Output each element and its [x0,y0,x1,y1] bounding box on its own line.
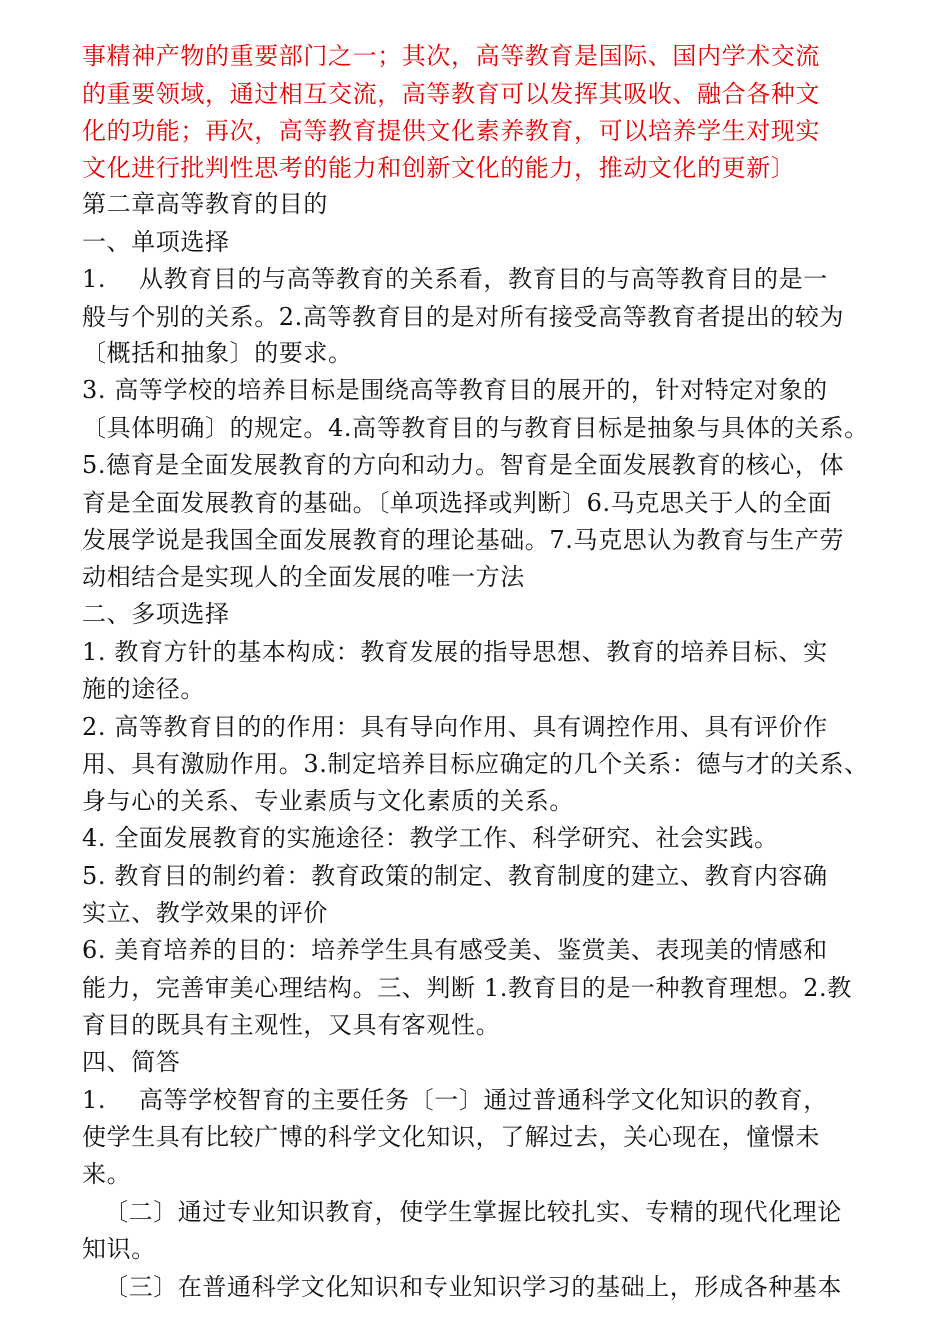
text-line: 化的功能；再次，高等教育提供文化素养教育，可以培养学生对现实 [82,117,820,145]
text-line: 1. 从教育目的与高等教育的关系看，教育目的与高等教育目的是一 [82,265,828,293]
text-line: 般与个别的关系。2.高等教育目的是对所有接受高等教育者提出的较为 [82,303,845,331]
text-line: 动相结合是实现人的全面发展的唯一方法 [82,563,525,591]
text-line: 施的途径。 [82,675,205,703]
text-line: 育目的既具有主观性，又具有客观性。 [82,1011,501,1039]
section-heading: 二、多项选择 [82,600,230,628]
text-line: 文化进行批判性思考的能力和创新文化的能力，推动文化的更新〕 [82,154,796,182]
text-line: 来。 [82,1160,132,1188]
text-line: 用、具有激励作用。3.制定培养目标应确定的几个关系：德与才的关系、 [82,750,869,778]
text-line: 1. 高等学校智育的主要任务〔一〕通过普通科学文化知识的教育， [82,1086,828,1114]
text-line: 事精神产物的重要部门之一；其次，高等教育是国际、国内学术交流 [82,42,820,70]
text-line: 6. 美育培养的目的：培养学生具有感受美、鉴赏美、表现美的情感和 [82,936,828,964]
text-line: 1. 教育方针的基本构成：教育发展的指导思想、教育的培养目标、实 [82,638,828,666]
chapter-heading: 第二章高等教育的目的 [82,190,328,218]
section-heading: 一、单项选择 [82,228,230,256]
text-line: 2. 高等教育目的的作用：具有导向作用、具有调控作用、具有评价作 [82,713,828,741]
text-line: 实立、教学效果的评价 [82,899,328,927]
text-line: 5.德育是全面发展教育的方向和动力。智育是全面发展教育的核心，体 [82,451,845,479]
text-line: 〔三〕在普通科学文化知识和专业知识学习的基础上，形成各种基本 [104,1273,842,1301]
text-line: 的重要领域，通过相互交流，高等教育可以发挥其吸收、融合各种文 [82,80,820,108]
text-line: 知识。 [82,1235,156,1263]
section-heading: 四、简答 [82,1048,181,1076]
text-line: 〔概括和抽象〕的要求。 [82,339,353,367]
text-line: 育是全面发展教育的基础。〔单项选择或判断〕6.马克思关于人的全面 [82,489,833,517]
text-line: 〔二〕通过专业知识教育，使学生掌握比较扎实、专精的现代化理论 [104,1198,842,1226]
text-line: 使学生具有比较广博的科学文化知识，了解过去，关心现在，憧憬未 [82,1123,820,1151]
text-line: 身与心的关系、专业素质与文化素质的关系。 [82,787,574,815]
text-line: 能力，完善审美心理结构。三、判断 1.教育目的是一种教育理想。2.教 [82,974,852,1002]
text-line: 4. 全面发展教育的实施途径：教学工作、科学研究、社会实践。 [82,824,779,852]
text-line: 〔具体明确〕的规定。4.高等教育目的与教育目标是抽象与具体的关系。 [82,414,869,442]
text-line: 5. 教育目的制约着：教育政策的制定、教育制度的建立、教育内容确 [82,862,828,890]
text-line: 3. 高等学校的培养目标是围绕高等教育目的展开的，针对特定对象的 [82,376,828,404]
text-line: 发展学说是我国全面发展教育的理论基础。7.马克思认为教育与生产劳 [82,526,845,554]
